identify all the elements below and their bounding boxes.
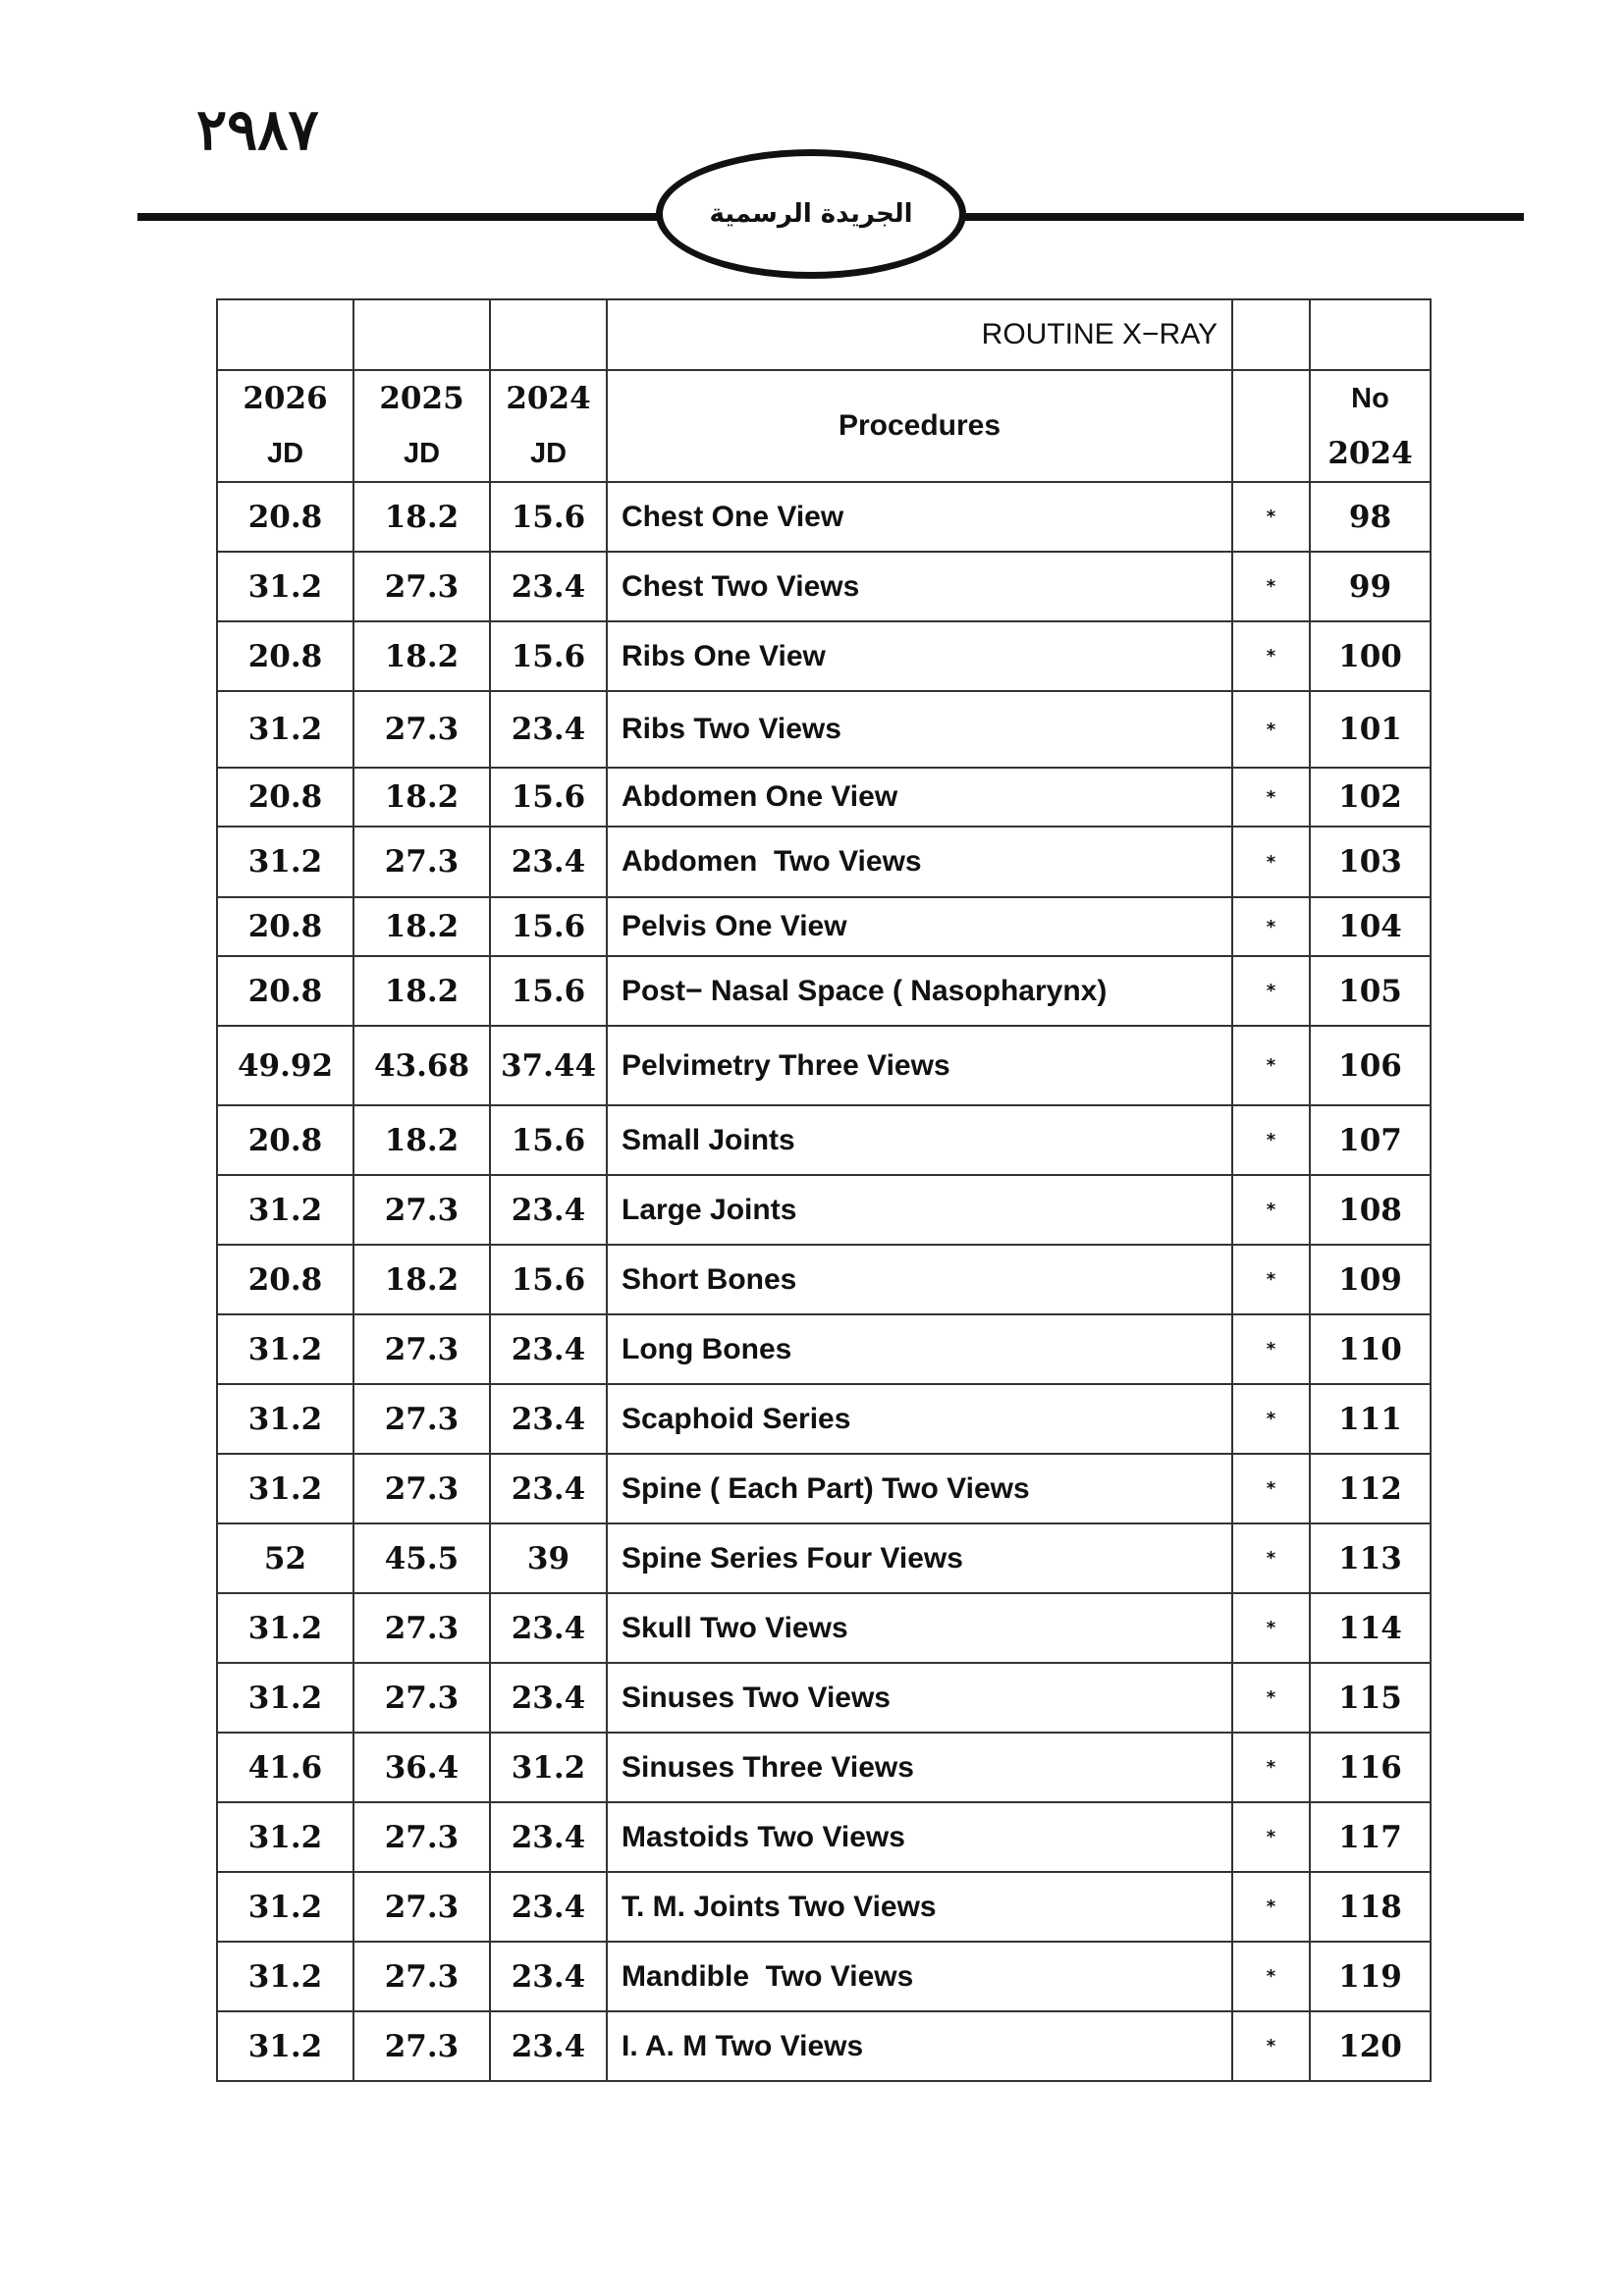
procedure-name: Spine Series Four Views bbox=[607, 1523, 1232, 1593]
procedure-name: I. A. M Two Views bbox=[607, 2011, 1232, 2081]
asterisk-mark: * bbox=[1232, 1523, 1310, 1593]
price-2024: 39 bbox=[490, 1523, 607, 1593]
header-year: 2025 bbox=[379, 381, 464, 416]
price-2026: 31.2 bbox=[217, 2011, 353, 2081]
header-no bbox=[1310, 370, 1431, 482]
price-2025: 27.3 bbox=[353, 1454, 490, 1523]
procedure-name: Abdomen One View bbox=[607, 768, 1232, 827]
procedure-name: Mandible Two Views bbox=[607, 1942, 1232, 2011]
procedure-number: 114 bbox=[1310, 1593, 1431, 1663]
procedure-number: 120 bbox=[1310, 2011, 1431, 2081]
procedure-name: Pelvis One View bbox=[607, 897, 1232, 956]
header-row bbox=[217, 370, 1431, 482]
empty-cell bbox=[1310, 299, 1431, 370]
procedure-number: 110 bbox=[1310, 1314, 1431, 1384]
procedure-name: Sinuses Three Views bbox=[607, 1733, 1232, 1802]
price-2024: 15.6 bbox=[490, 768, 607, 827]
procedure-number: 117 bbox=[1310, 1802, 1431, 1872]
price-2026: 20.8 bbox=[217, 897, 353, 956]
price-2026: 31.2 bbox=[217, 1384, 353, 1454]
asterisk-mark: * bbox=[1232, 768, 1310, 827]
price-2024: 23.4 bbox=[490, 1314, 607, 1384]
empty-cell bbox=[353, 299, 490, 370]
price-2024: 23.4 bbox=[490, 1454, 607, 1523]
empty-cell bbox=[1232, 299, 1310, 370]
table-row bbox=[217, 1733, 1431, 1802]
procedure-number: 100 bbox=[1310, 621, 1431, 691]
table-row bbox=[217, 1593, 1431, 1663]
price-2024: 23.4 bbox=[490, 1175, 607, 1245]
price-2025: 27.3 bbox=[353, 1872, 490, 1942]
price-2026: 31.2 bbox=[217, 827, 353, 897]
price-2025: 27.3 bbox=[353, 1314, 490, 1384]
price-2026: 20.8 bbox=[217, 1245, 353, 1314]
asterisk-mark: * bbox=[1232, 691, 1310, 768]
price-2025: 45.5 bbox=[353, 1523, 490, 1593]
procedure-number: 99 bbox=[1310, 552, 1431, 621]
procedure-number: 102 bbox=[1310, 768, 1431, 827]
procedure-name: Skull Two Views bbox=[607, 1593, 1232, 1663]
empty-cell bbox=[217, 299, 353, 370]
header-rule-left bbox=[137, 213, 658, 221]
header-mark bbox=[1232, 370, 1310, 482]
table-row bbox=[217, 1523, 1431, 1593]
price-2025: 27.3 bbox=[353, 1802, 490, 1872]
procedure-number: 105 bbox=[1310, 956, 1431, 1026]
procedure-number: 103 bbox=[1310, 827, 1431, 897]
asterisk-mark: * bbox=[1232, 1454, 1310, 1523]
price-2024: 23.4 bbox=[490, 2011, 607, 2081]
table-row bbox=[217, 827, 1431, 897]
procedure-number: 119 bbox=[1310, 1942, 1431, 2011]
table-row bbox=[217, 1942, 1431, 2011]
table-row bbox=[217, 1454, 1431, 1523]
price-2024: 23.4 bbox=[490, 1802, 607, 1872]
procedure-name: Scaphoid Series bbox=[607, 1384, 1232, 1454]
price-2024: 15.6 bbox=[490, 897, 607, 956]
price-2025: 27.3 bbox=[353, 552, 490, 621]
price-2026: 31.2 bbox=[217, 1314, 353, 1384]
price-2026: 41.6 bbox=[217, 1733, 353, 1802]
price-2024: 15.6 bbox=[490, 1105, 607, 1175]
price-2025: 27.3 bbox=[353, 1175, 490, 1245]
table-row bbox=[217, 897, 1431, 956]
price-2025: 27.3 bbox=[353, 1942, 490, 2011]
table-row bbox=[217, 768, 1431, 827]
price-2026: 31.2 bbox=[217, 1593, 353, 1663]
price-2025: 18.2 bbox=[353, 897, 490, 956]
asterisk-mark: * bbox=[1232, 552, 1310, 621]
price-2026: 31.2 bbox=[217, 1454, 353, 1523]
table-row bbox=[217, 1384, 1431, 1454]
price-2026: 20.8 bbox=[217, 768, 353, 827]
asterisk-mark: * bbox=[1232, 621, 1310, 691]
header-unit: JD bbox=[529, 438, 568, 469]
price-2024: 15.6 bbox=[490, 482, 607, 552]
price-2024: 23.4 bbox=[490, 1593, 607, 1663]
header-rule-right bbox=[964, 213, 1524, 221]
procedure-name: Large Joints bbox=[607, 1175, 1232, 1245]
header-no-label: No bbox=[1351, 383, 1389, 414]
procedure-name: Spine ( Each Part) Two Views bbox=[607, 1454, 1232, 1523]
price-2024: 23.4 bbox=[490, 1872, 607, 1942]
procedure-number: 108 bbox=[1310, 1175, 1431, 1245]
table-row bbox=[217, 1026, 1431, 1105]
procedure-name: Ribs One View bbox=[607, 621, 1232, 691]
procedure-number: 109 bbox=[1310, 1245, 1431, 1314]
procedure-number: 104 bbox=[1310, 897, 1431, 956]
price-2024: 15.6 bbox=[490, 621, 607, 691]
price-2025: 27.3 bbox=[353, 1593, 490, 1663]
asterisk-mark: * bbox=[1232, 1175, 1310, 1245]
header-2024 bbox=[490, 370, 607, 482]
masthead-title: الجريدة الرسمية bbox=[709, 199, 913, 229]
price-2024: 23.4 bbox=[490, 552, 607, 621]
asterisk-mark: * bbox=[1232, 1872, 1310, 1942]
header-unit: JD bbox=[403, 438, 441, 469]
table-row bbox=[217, 1872, 1431, 1942]
procedure-name: Long Bones bbox=[607, 1314, 1232, 1384]
price-2026: 31.2 bbox=[217, 1175, 353, 1245]
header-unit: JD bbox=[266, 438, 304, 469]
procedure-number: 116 bbox=[1310, 1733, 1431, 1802]
price-2026: 20.8 bbox=[217, 1105, 353, 1175]
asterisk-mark: * bbox=[1232, 827, 1310, 897]
asterisk-mark: * bbox=[1232, 1026, 1310, 1105]
price-2026: 20.8 bbox=[217, 956, 353, 1026]
header-year: 2024 bbox=[506, 381, 591, 416]
price-2024: 23.4 bbox=[490, 1663, 607, 1733]
price-2026: 52 bbox=[217, 1523, 353, 1593]
procedure-number: 111 bbox=[1310, 1384, 1431, 1454]
price-table bbox=[216, 298, 1432, 2082]
price-2026: 49.92 bbox=[217, 1026, 353, 1105]
procedure-number: 113 bbox=[1310, 1523, 1431, 1593]
procedure-name: Chest One View bbox=[607, 482, 1232, 552]
price-2026: 20.8 bbox=[217, 621, 353, 691]
section-title: ROUTINE X−RAY bbox=[607, 299, 1232, 370]
price-2024: 23.4 bbox=[490, 1384, 607, 1454]
procedure-number: 115 bbox=[1310, 1663, 1431, 1733]
price-2025: 18.2 bbox=[353, 768, 490, 827]
asterisk-mark: * bbox=[1232, 1802, 1310, 1872]
procedure-number: 101 bbox=[1310, 691, 1431, 768]
price-2025: 36.4 bbox=[353, 1733, 490, 1802]
asterisk-mark: * bbox=[1232, 1245, 1310, 1314]
price-2025: 27.3 bbox=[353, 2011, 490, 2081]
header-no-year: 2024 bbox=[1327, 436, 1413, 471]
price-2024: 23.4 bbox=[490, 1942, 607, 2011]
procedure-number: 106 bbox=[1310, 1026, 1431, 1105]
price-2025: 43.68 bbox=[353, 1026, 490, 1105]
table-row bbox=[217, 1175, 1431, 1245]
asterisk-mark: * bbox=[1232, 1105, 1310, 1175]
price-2024: 23.4 bbox=[490, 827, 607, 897]
table-row bbox=[217, 1663, 1431, 1733]
procedure-name: T. M. Joints Two Views bbox=[607, 1872, 1232, 1942]
table-row bbox=[217, 621, 1431, 691]
price-2025: 27.3 bbox=[353, 1384, 490, 1454]
price-2024: 15.6 bbox=[490, 1245, 607, 1314]
procedure-name: Sinuses Two Views bbox=[607, 1663, 1232, 1733]
price-2025: 18.2 bbox=[353, 482, 490, 552]
procedure-number: 112 bbox=[1310, 1454, 1431, 1523]
procedure-number: 118 bbox=[1310, 1872, 1431, 1942]
price-2024: 37.44 bbox=[490, 1026, 607, 1105]
price-2025: 18.2 bbox=[353, 1105, 490, 1175]
price-2025: 27.3 bbox=[353, 1663, 490, 1733]
asterisk-mark: * bbox=[1232, 1384, 1310, 1454]
procedure-name: Abdomen Two Views bbox=[607, 827, 1232, 897]
price-2025: 27.3 bbox=[353, 827, 490, 897]
procedure-name: Chest Two Views bbox=[607, 552, 1232, 621]
price-2026: 31.2 bbox=[217, 691, 353, 768]
table-row bbox=[217, 482, 1431, 552]
header-2025 bbox=[353, 370, 490, 482]
procedure-name: Post− Nasal Space ( Nasopharynx) bbox=[607, 956, 1232, 1026]
price-2025: 18.2 bbox=[353, 956, 490, 1026]
price-2025: 18.2 bbox=[353, 621, 490, 691]
header-2026 bbox=[217, 370, 353, 482]
asterisk-mark: * bbox=[1232, 1314, 1310, 1384]
asterisk-mark: * bbox=[1232, 2011, 1310, 2081]
procedure-name: Mastoids Two Views bbox=[607, 1802, 1232, 1872]
procedure-number: 107 bbox=[1310, 1105, 1431, 1175]
section-row bbox=[217, 299, 1431, 370]
table-row bbox=[217, 956, 1431, 1026]
asterisk-mark: * bbox=[1232, 482, 1310, 552]
price-2026: 31.2 bbox=[217, 1872, 353, 1942]
price-2026: 20.8 bbox=[217, 482, 353, 552]
price-2026: 31.2 bbox=[217, 1663, 353, 1733]
procedure-name: Short Bones bbox=[607, 1245, 1232, 1314]
price-2024: 31.2 bbox=[490, 1733, 607, 1802]
asterisk-mark: * bbox=[1232, 1733, 1310, 1802]
procedure-name: Pelvimetry Three Views bbox=[607, 1026, 1232, 1105]
price-2024: 15.6 bbox=[490, 956, 607, 1026]
procedure-number: 98 bbox=[1310, 482, 1431, 552]
asterisk-mark: * bbox=[1232, 1942, 1310, 2011]
asterisk-mark: * bbox=[1232, 897, 1310, 956]
price-2024: 23.4 bbox=[490, 691, 607, 768]
price-2025: 18.2 bbox=[353, 1245, 490, 1314]
table-row bbox=[217, 1105, 1431, 1175]
procedure-name: Small Joints bbox=[607, 1105, 1232, 1175]
price-2026: 31.2 bbox=[217, 1942, 353, 2011]
header-procedures: Procedures bbox=[607, 370, 1232, 482]
empty-cell bbox=[490, 299, 607, 370]
page-number: ٢٩٨٧ bbox=[196, 96, 319, 163]
price-2026: 31.2 bbox=[217, 1802, 353, 1872]
table-row bbox=[217, 1314, 1431, 1384]
procedure-name: Ribs Two Views bbox=[607, 691, 1232, 768]
asterisk-mark: * bbox=[1232, 1663, 1310, 1733]
asterisk-mark: * bbox=[1232, 1593, 1310, 1663]
masthead-oval bbox=[656, 149, 966, 279]
table-row bbox=[217, 552, 1431, 621]
table-row bbox=[217, 2011, 1431, 2081]
table-row bbox=[217, 691, 1431, 768]
asterisk-mark: * bbox=[1232, 956, 1310, 1026]
table-row bbox=[217, 1802, 1431, 1872]
price-2026: 31.2 bbox=[217, 552, 353, 621]
header-year: 2026 bbox=[243, 381, 328, 416]
table-row bbox=[217, 1245, 1431, 1314]
price-2025: 27.3 bbox=[353, 691, 490, 768]
